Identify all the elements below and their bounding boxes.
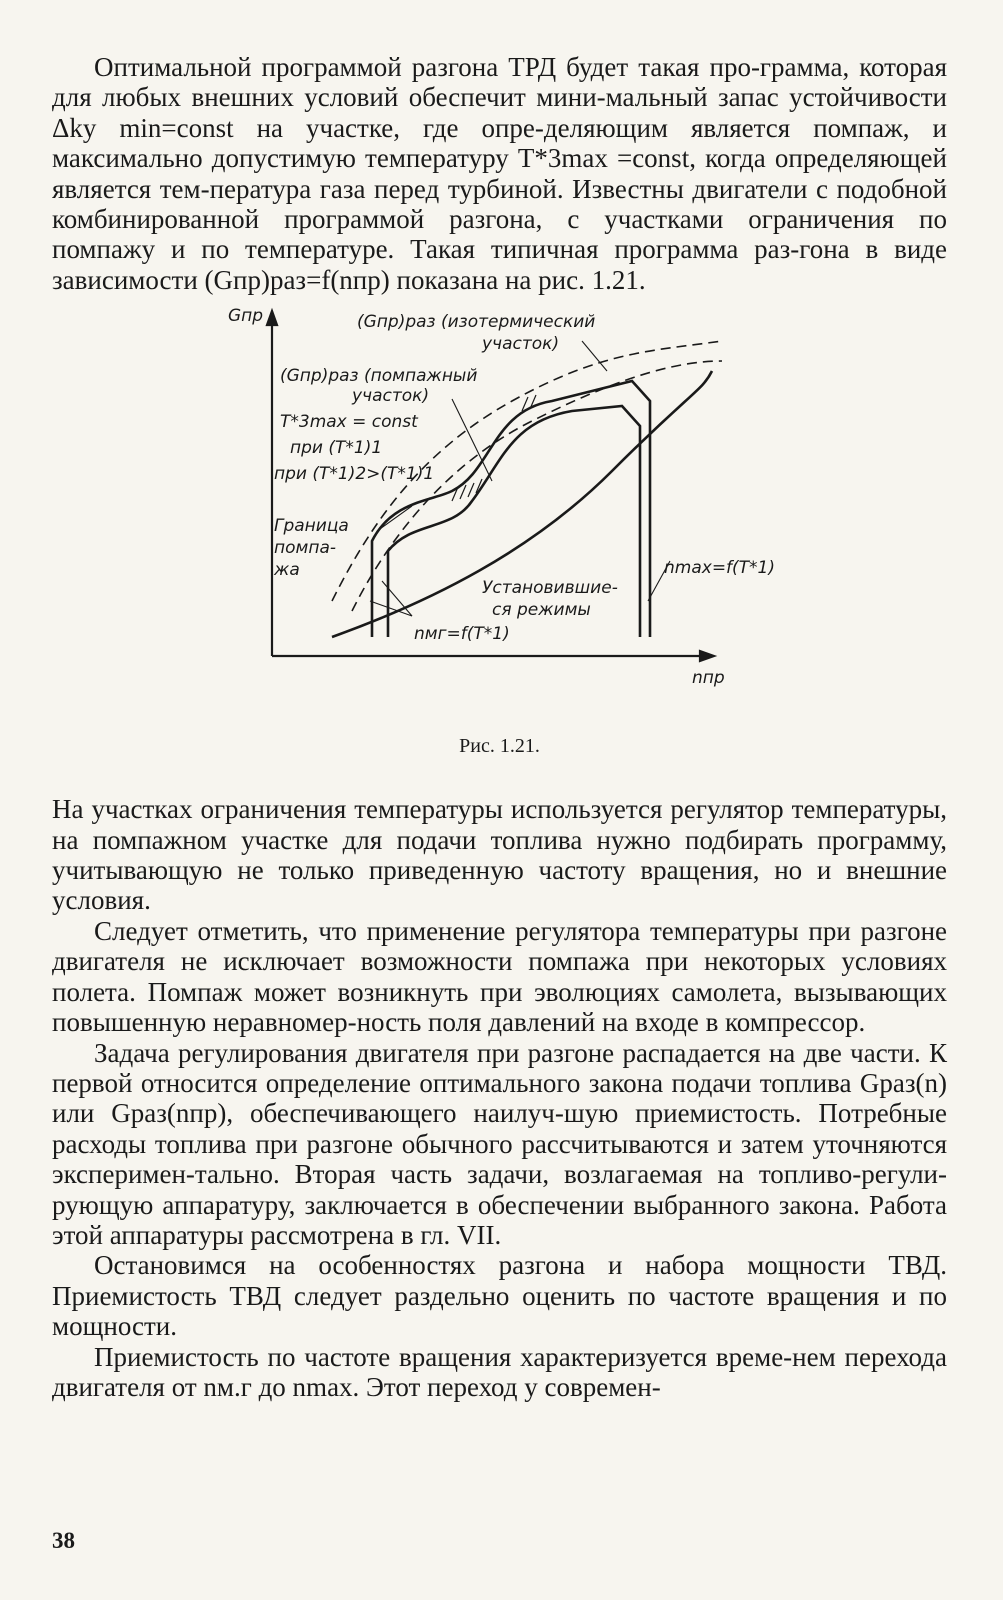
paragraph-2: Следует отметить, что применение регулятора температуры при разгоне двигателя не исключает возможности помпажа при некоторых условиях полета. Помпаж может возникнуть при эволюциях самолета, вызывающих повышенную неравномер-ность поля давлений на входе в компрессор.	[52, 915, 947, 1038]
label-n-mg: nмг=f(T*1)	[414, 624, 510, 645]
label-isothermal: (Gпр)раз (изотермический	[357, 312, 596, 333]
paragraph-3: Задача регулирования двигателя при разгоне распадается на две части. К первой относится определение оптимального закона подачи топлива Gраз(n) или Gраз(nпр), обеспечивающего наилуч-шую приемистость. Потребные расходы топлива при разгоне обычного рассчитываются и затем уточняются эксперимен-тально. Вторая часть задачи, возлагаемая на топливо-регули-рующую аппаратуру, заключается в обеспечении выбранного закона. Работа этой аппаратуры рассмотрена в гл. VII.	[52, 1037, 947, 1250]
paragraph-4: Остановимся на особенностях разгона и набора мощности ТВД. Приемистость ТВД следует раздельно оценить по частоте вращения и по мощности.	[52, 1250, 947, 1342]
figure-1-21	[52, 301, 947, 731]
page-number: 38	[52, 1528, 75, 1553]
label-surge-section: (Gпр)раз (помпажный	[280, 366, 478, 387]
label-surge-boundary-2: помпа-	[274, 538, 337, 559]
x-axis-arrow	[700, 651, 714, 661]
label-steady-1: Установившие-	[482, 578, 618, 599]
figure-caption: Рис. 1.21.	[459, 735, 540, 758]
label-t3max: T*3max = const	[280, 412, 418, 433]
label-n-max: nmax=f(T*1)	[664, 558, 776, 579]
label-pri-2: при (T*1)2>(T*1)1	[274, 464, 435, 485]
axes	[267, 311, 714, 661]
label-surge-boundary-3: жа	[274, 560, 300, 581]
y-axis-arrow	[267, 311, 277, 325]
label-pri-1: при (T*1)1	[290, 438, 383, 459]
paragraph-1: На участках ограничения температуры используется регулятор температуры, на помпажном участке для подачи топлива нужно подбирать программу, учитывающую не только приведенную частоту вращения, но и внешние условия.	[52, 794, 947, 916]
label-steady-2: ся режимы	[492, 600, 591, 621]
label-surge-section-2: участок)	[352, 386, 430, 407]
label-isothermal-2: участок)	[482, 334, 560, 355]
y-axis-label: Gпр	[228, 306, 264, 327]
label-surge-boundary-1: Граница	[274, 516, 349, 537]
x-axis-label: nпр	[692, 668, 725, 689]
diagram-svg	[52, 301, 947, 731]
paragraph-5: Приемистость по частоте вращения характеризуется време-нем перехода двигателя от nм.г до nmax. Этот переход у современ-	[52, 1341, 947, 1402]
paragraph-intro: Оптимальной программой разгона ТРД будет такая про-грамма, которая для любых внешних условий обеспечит мини-мальный запас устойчивости Δky min=const на участке, где опре-деляющим является помпаж, и максимально допустимую температуру T*3max =const, когда определяющей является тем-пература газа перед турбиной. Известны двигатели с подобной комбинированной программой разгона, с участками ограничения по помпажу и по температуре. Такая типичная программа раз-гона в виде зависимости (Gпр)раз=f(nпр) показана на рис. 1.21.	[52, 52, 947, 295]
page-body	[52, 52, 947, 1402]
